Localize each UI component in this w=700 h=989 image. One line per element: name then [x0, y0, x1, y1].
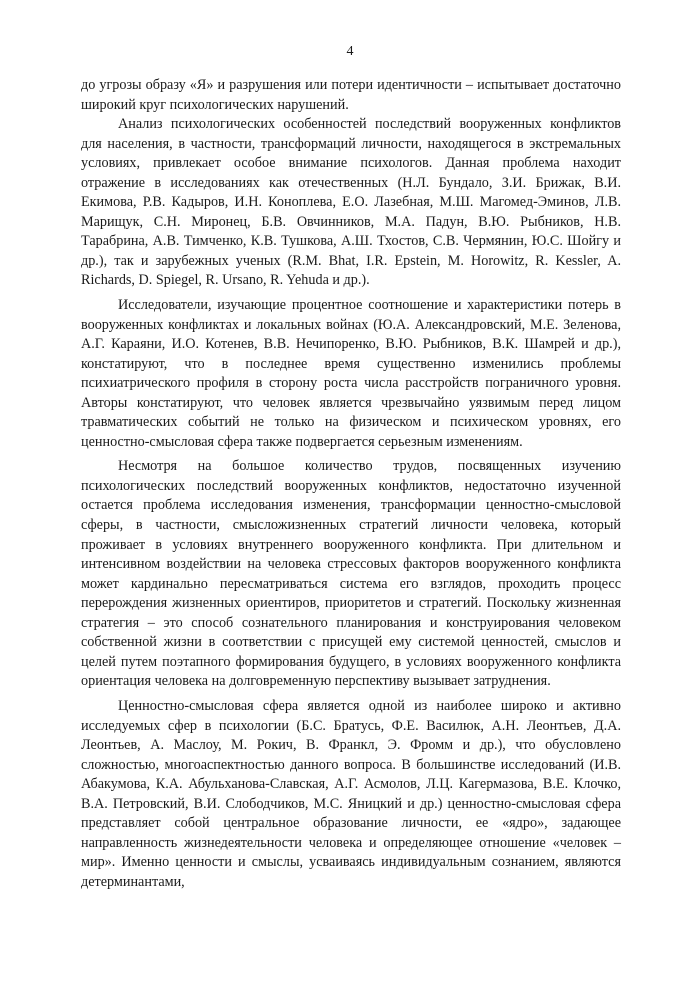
paragraph-problem: Несмотря на большое количество трудов, посвященных изучению психологических последствий вооруженных конфликтов, недостаточно изученной остается проблема исследования изменения, трансформации ценностно-смысловой сферы, в частности, смысложизненных стратегий личности человека, который проживает в условиях внутреннего вооруженного конфликта. При длительном и интенсивном воздействии на человека стрессовых факторов вооруженного конфликта может кардинально пересматриваться система его взглядов, проходить процесс перерождения жизненных ориентиров, приоритетов и стратегий. Поскольку жизненная стратегия – это способ сознательного планирования и конструирования человеком собственной жизни в соответствии с присущей ему системой ценностей, смыслов и целей путем поэтапного формирования будущего, в условиях вооруженного конфликта ориентация человека на долговременную перспективу вызывает затруднения. [81, 458, 621, 690]
page-number: 4 [346, 44, 354, 59]
paragraph-researchers: Исследователи, изучающие процентное соотношение и характеристики потерь в вооруженных конфликтах и локальных войнах (Ю.А. Александровский, М.Е. Зеленова, А.Г. Караяни, И.О. Котенев, В.В. Нечипоренко, В.Ю. Рыбников, В.К. Шамрей и др.), констатируют, что в последнее время существенно изменились проблемы психиатрического профиля в сторону роста числа расстройств пограничного уровня. Авторы констатируют, что человек является чрезвычайно уязвимым перед лицом травматических событий не только на физическом и психическом уровнях, его ценностно-смысловая сфера также подвергается серьезным изменениям. [81, 297, 621, 450]
paragraph-analysis: Анализ психологических особенностей последствий вооруженных конфликтов для населения, в частности, трансформаций личности, находящегося в экстремальных условиях, привлекает особое внимание психологов. Данная проблема находит отражение в исследованиях как отечественных (Н.Л. Бундало, З.И. Брижак, В.И. Екимова, Р.В. Кадыров, И.Н. Коноплева, Е.О. Лазебная, М.Ш. Магомед-Эминов, Л.В. Марищук, С.Н. Миронец, Б.В. Овчинников, М.А. Падун, В.Ю. Рыбников, Н.В. Тарабрина, А.В. Тимченко, К.В. Тушкова, А.Ш. Тхостов, С.В. Чермянин, Ю.С. Шойгу и др.), так и зарубежных ученых (R.M. Bhat, I.R. Epstein, M. Horowitz, R. Kessler, A. Richards, D. Spiegel, R. Ursano, R. Yehuda и др.). [81, 116, 621, 289]
paragraph-value-sphere: Ценностно-смысловая сфера является одной из наиболее широко и активно исследуемых сфер в психологии (Б.С. Братусь, Ф.Е. Василюк, А.Н. Леонтьев, Д.А. Леонтьев, А. Маслоу, М. Рокич, В. Франкл, Э. Фромм и др.), что обусловлено сложностью, многоаспектностью данного вопроса. В большинстве исследований (И.В. Абакумова, К.А. Абульханова-Славская, А.Г. Асмолов, Л.Ц. Кагермазова, В.Е. Клочко, В.А. Петровский, В.И. Слободчиков, М.С. Яницкий и др.) ценностно-смысловая сфера представляет собой центральное образование личности, ее «ядро», задающее направленность жизнедеятельности человека и определяющее отношение «человек – мир». Именно ценности и смыслы, усваиваясь индивидуальным сознанием, являются детерминантами, [81, 697, 621, 890]
body-text [81, 76, 621, 892]
paragraph-continuation: до угрозы образу «Я» и разрушения или потери идентичности – испытывает достаточно широкий круг психологических нарушений. [81, 77, 621, 113]
